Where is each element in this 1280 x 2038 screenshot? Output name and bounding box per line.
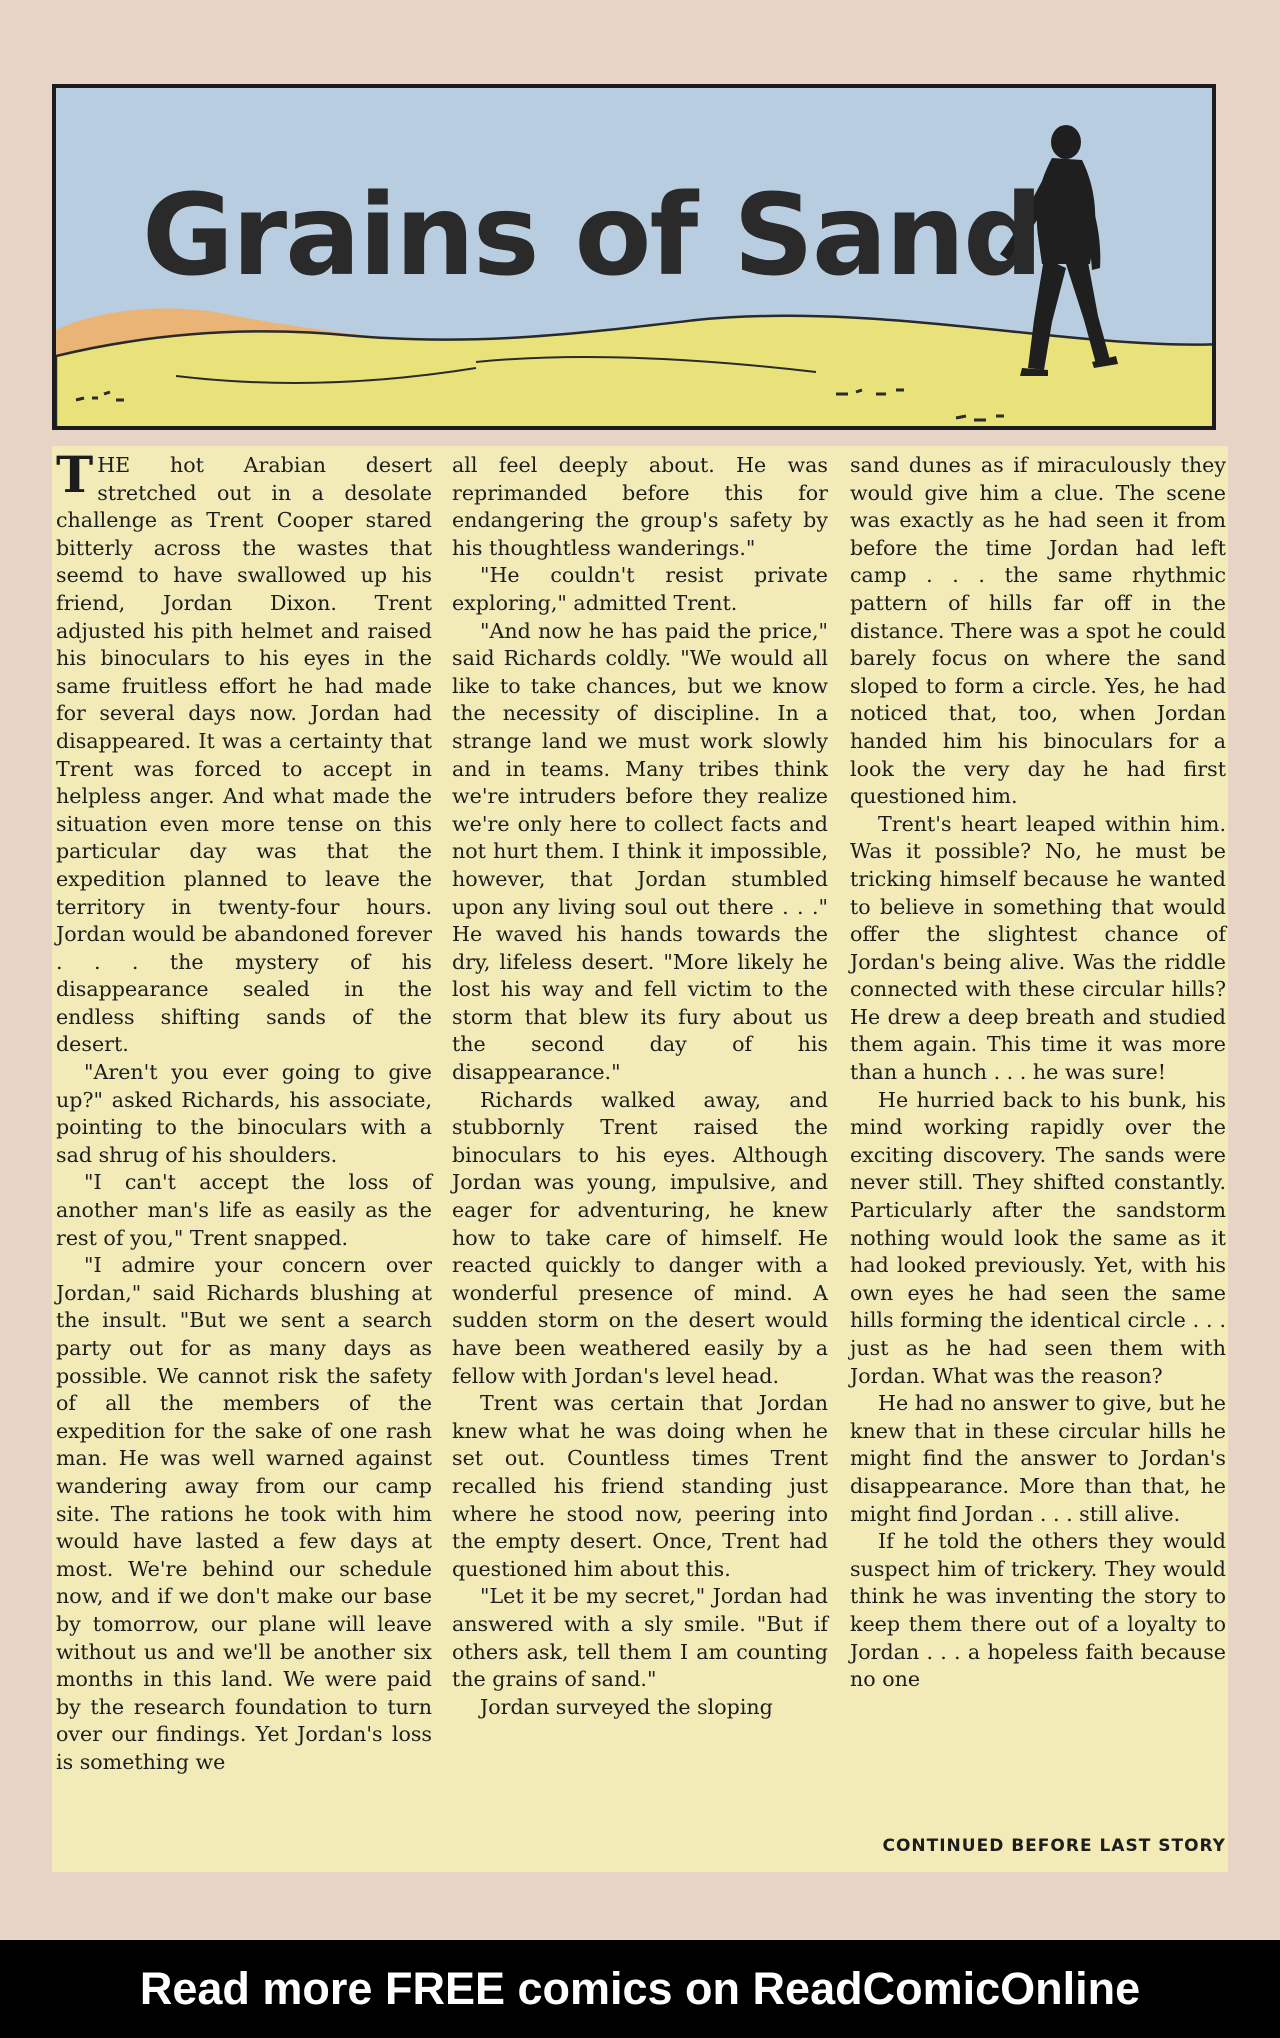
paragraph: "Let it be my secret," Jordan had answered with a sly smile. "But if others ask, tell them I am counting the grains of sand." xyxy=(452,1584,828,1692)
paragraph: He hurried back to his bunk, his mind working rapidly over the exciting discovery. The sands were never still. They shifted constantly. Particularly after the sandstorm nothing would look the same as it had looked previously. Yet, with his own eyes he had seen the same hills forming the identical circle . . . just as he had seen them with Jordan. What was the reason? xyxy=(850,1087,1226,1388)
text-column-1 xyxy=(56,445,432,1777)
text-column-3 xyxy=(850,452,1226,1694)
drop-cap: T xyxy=(56,445,94,504)
footer-link[interactable]: Read more FREE comics on ReadComicOnline xyxy=(139,1963,1141,2014)
paragraph: Trent was certain that Jordan knew what he was doing when he set out. Countless times Trent recalled his friend standing just where he stood now, peering into the empty desert. Once, Trent had questioned him about this. xyxy=(452,1391,828,1581)
paragraph: "Aren't you ever going to give up?" asked Richards, his associate, pointing to the binoculars with a sad shrug of his shoulders. xyxy=(56,1060,432,1167)
paragraph: Jordan surveyed the sloping xyxy=(480,1694,773,1719)
paragraph: "I can't accept the loss of another man's life as easily as the rest of you," Trent snapped. xyxy=(56,1170,432,1250)
paragraph: "And now he has paid the price," said Richards coldly. "We would all like to take chances, but we know the necessity of discipline. In a strange land we must work slowly and in teams. Many tribes think we're intruders before they realize we're only here to collect facts and not hurt them. I think it impossible, however, that Jordan stumbled upon any living soul out there . . ." He waved his hands towards the dry, lifeless desert. "More likely he lost his way and fell victim to the storm that blew its fury about us the second day of his disappearance." xyxy=(452,618,828,1085)
paragraph: THE hot Arabian desert stretched out in a desolate challenge as Trent Cooper stared bitterly across the wastes that seemd to have swallowed up his friend, Jordan Dixon. Trent adjusted his pith helmet and raised his binoculars to his eyes in the same fruitless effort he had made for several days now. Jordan had disappeared. It was a certainty that Trent was forced to accept in helpless anger. And what made the situation even more tense on this particular day was that the expedition planned to leave the territory in twenty-four hours. Jordan would be abandoned forever . . . the mystery of his disappearance sealed in the endless shifting sands of the desert. xyxy=(56,445,432,1057)
footer-banner[interactable] xyxy=(0,1940,1280,2038)
title-panel xyxy=(52,84,1216,430)
paragraph: "I admire your concern over Jordan," said Richards blushing at the insult. "But we sent a search party out for as many days as possible. We cannot risk the safety of all the members of the expedition for the sake of one rash man. He was well warned against wandering away from our camp site. The rations he took with him would have lasted a few days at most. We're behind our schedule now, and if we don't make our base by tomorrow, our plane will leave without us and we'll be another six months in this land. We were paid by the research foundation to turn over our findings. Yet Jordan's loss is something we xyxy=(56,1253,432,1774)
continued-note: CONTINUED BEFORE LAST STORY xyxy=(882,1836,1226,1856)
paragraph: He had no answer to give, but he knew that in these circular hills he might find the answer to Jordan's disappearance. More than that, he might find Jordan . . . still alive. xyxy=(850,1391,1226,1526)
story-title: Grains of Sand xyxy=(142,171,1042,301)
paragraph: If he told the others they would suspect him of trickery. They would think he was inventing the story to keep them there out of a loyalty to Jordan . . . a hopeless faith because no one xyxy=(850,1529,1226,1692)
paragraph: sand dunes as if miraculously they would give him a clue. The scene was exactly as he had seen it from before the time Jordan had left camp . . . the same rhythmic pattern of hills far off in the distance. There was a spot he could barely focus on where the sand sloped to form a circle. Yes, he had noticed that, too, when Jordan handed him his binoculars for a look the very day he had first questioned him. xyxy=(850,453,1226,809)
paragraph: all feel deeply about. He was reprimanded before this for endangering the group's safety by his thoughtless wanderings." xyxy=(452,453,828,560)
paragraph: "He couldn't resist private exploring," admitted Trent. xyxy=(452,563,828,615)
text-column-2 xyxy=(452,452,828,1721)
paragraph: Trent's heart leaped within him. Was it possible? No, he must be tricking himself because he wanted to believe in something that would offer the slightest chance of Jordan's being alive. Was the riddle connected with these circular hills? He drew a deep breath and studied them again. This time it was more than a hunch . . . he was sure! xyxy=(850,811,1226,1085)
paragraph: Richards walked away, and stubbornly Trent raised the binoculars to his eyes. Although Jordan was young, impulsive, and eager for adventuring, he knew how to take care of himself. He reacted quickly to danger with a wonderful presence of mind. A sudden storm on the desert would have been weathered easily by a fellow with Jordan's level head. xyxy=(452,1087,828,1388)
